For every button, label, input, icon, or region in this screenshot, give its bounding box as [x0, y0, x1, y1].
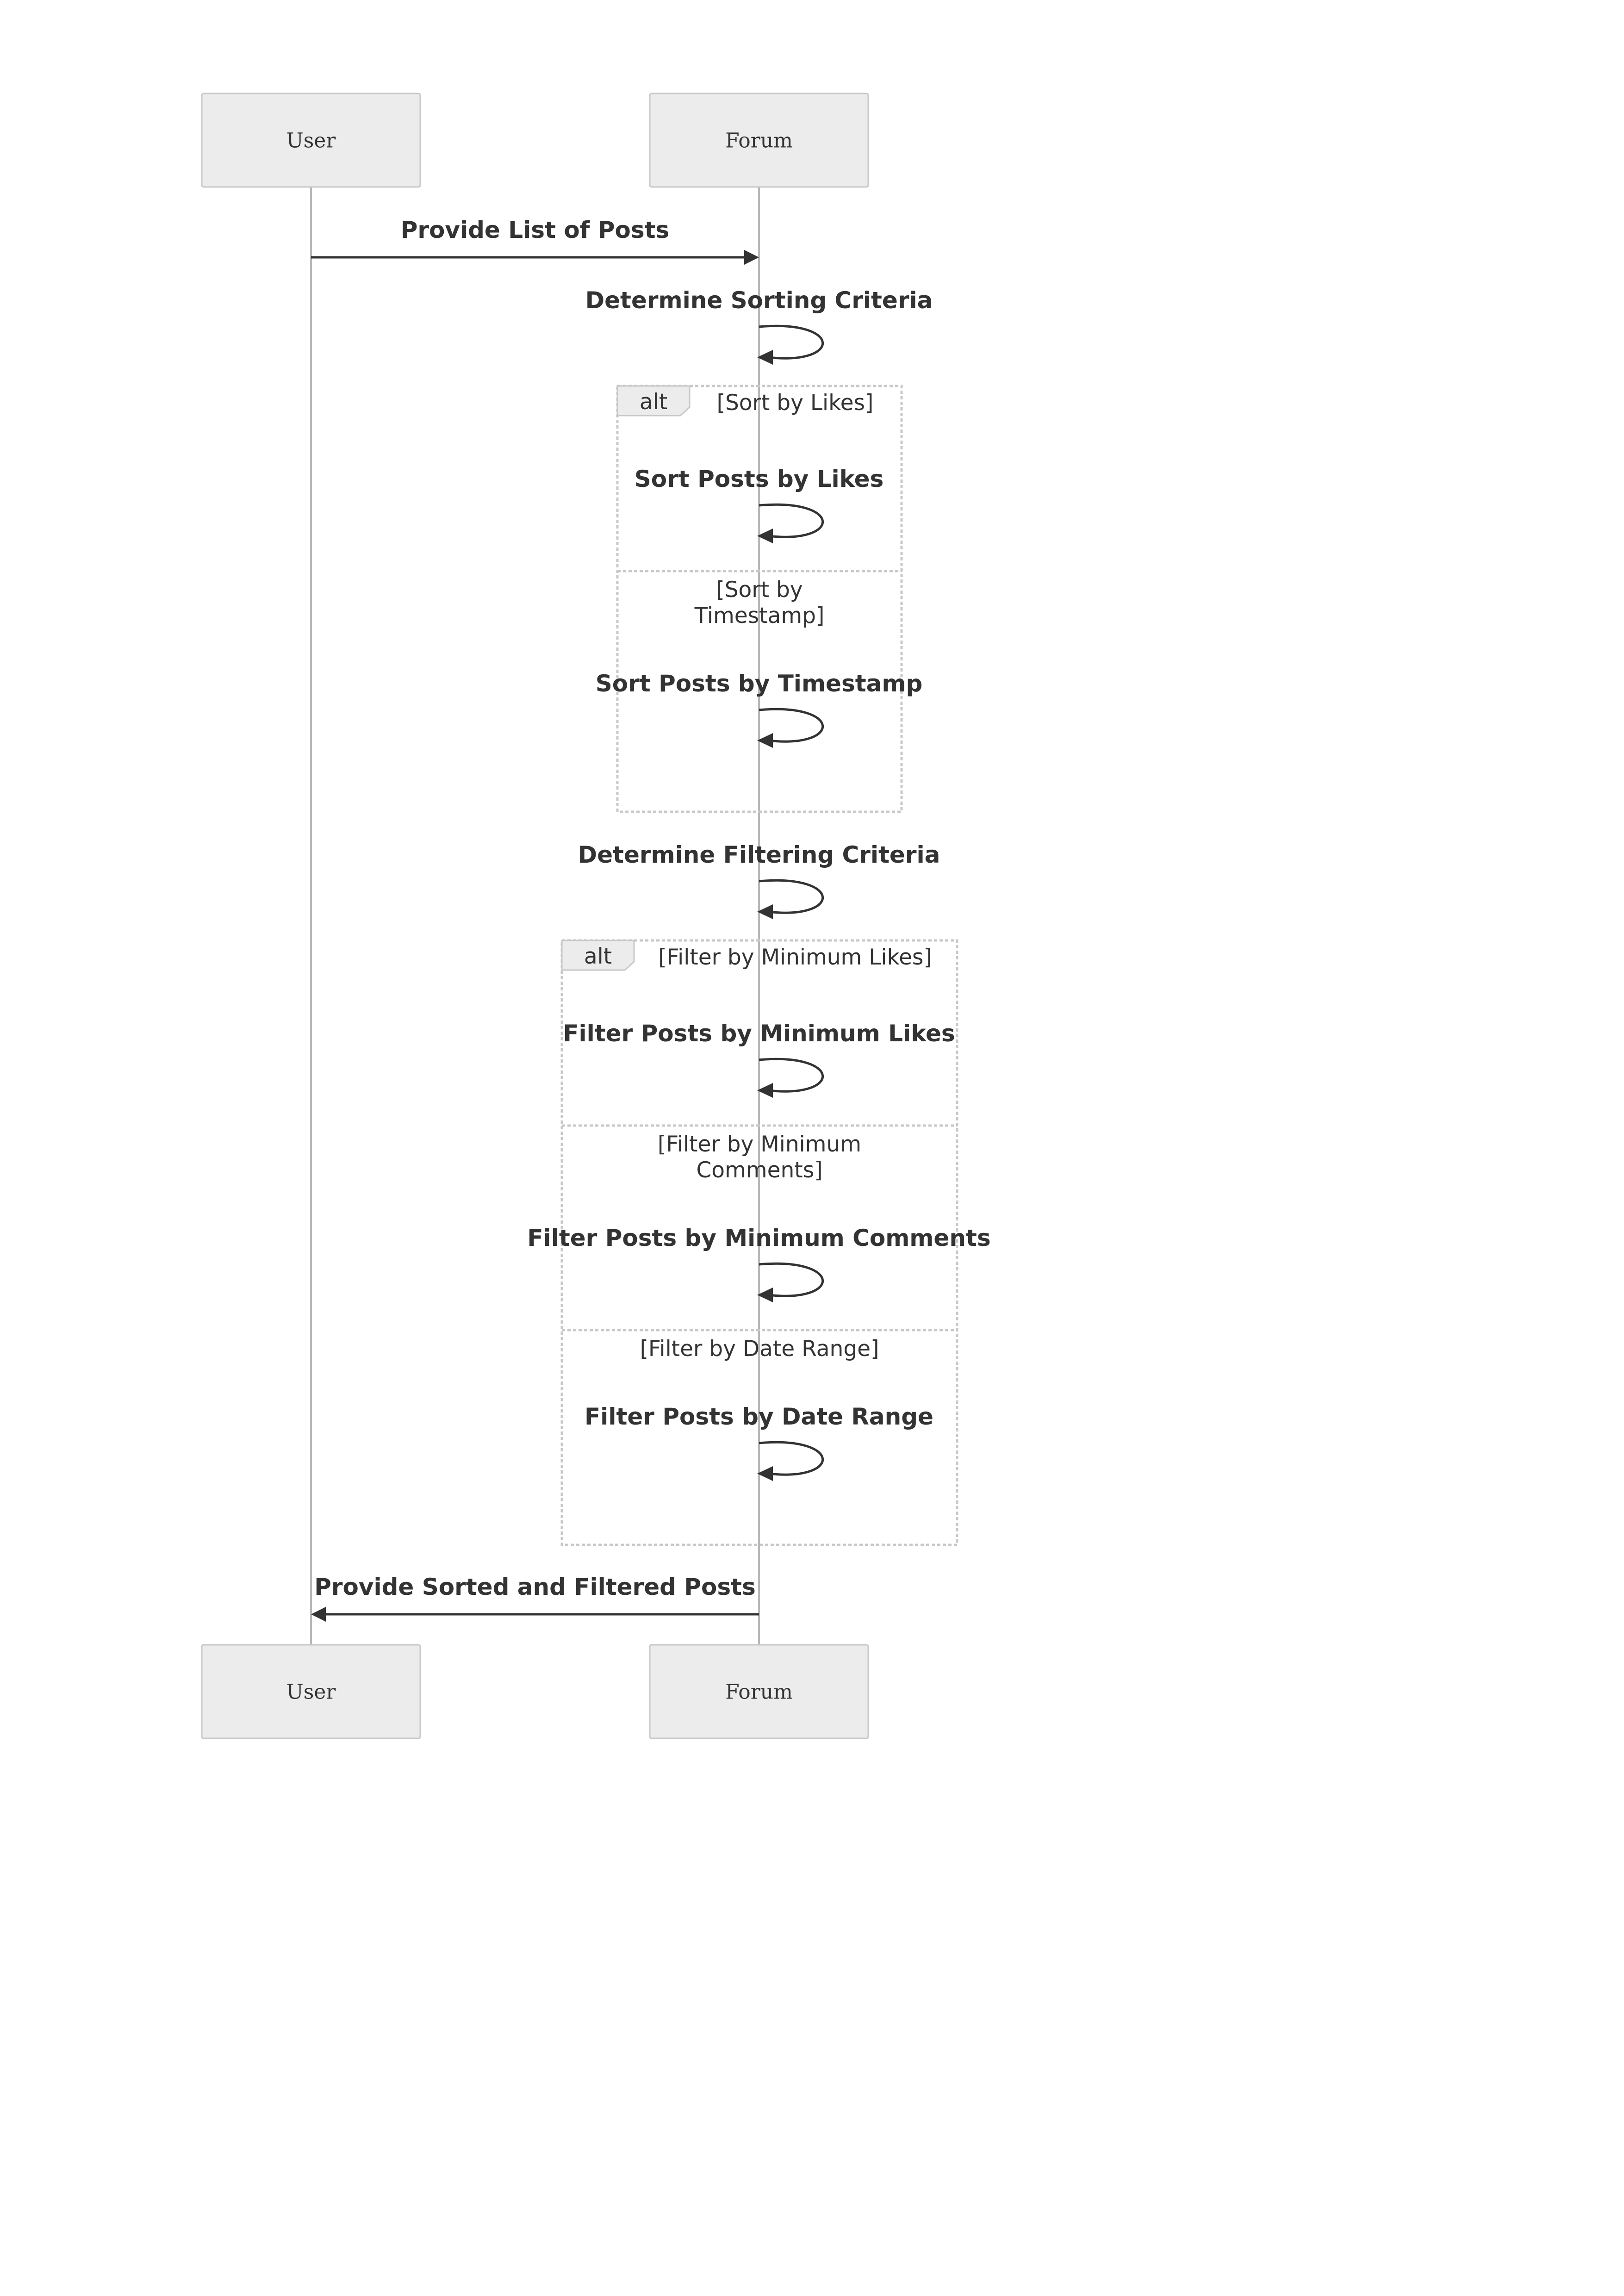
message-label: Determine Sorting Criteria — [585, 287, 933, 314]
message-provide-sorted-and-filtered-posts — [311, 1574, 759, 1622]
guard-sort-by-likes: [Sort by Likes] — [716, 390, 874, 416]
message-label: Filter Posts by Date Range — [585, 1403, 933, 1430]
alt-label-sorting: alt — [639, 389, 668, 415]
actor-label: Forum — [725, 129, 793, 153]
actor-label: User — [286, 129, 336, 153]
message-label: Provide List of Posts — [400, 217, 670, 243]
message-label: Filter Posts by Minimum Comments — [527, 1225, 991, 1251]
message-label: Sort Posts by Likes — [634, 466, 884, 492]
message-label: Filter Posts by Minimum Likes — [563, 1020, 955, 1047]
actor-label: Forum — [725, 1680, 793, 1704]
guard-sort-by-timestamp-line2: Timestamp] — [694, 603, 825, 628]
alt-label-filtering: alt — [584, 944, 612, 969]
actor-label: User — [286, 1680, 336, 1704]
participant-user-top[interactable] — [202, 93, 420, 187]
message-provide-list-of-posts — [311, 217, 759, 265]
guard-filter-minimum-comments-line1: [Filter by Minimum — [657, 1132, 862, 1157]
participant-user-bottom[interactable] — [202, 1645, 420, 1738]
guard-sort-by-timestamp-line1: [Sort by — [716, 577, 803, 603]
guard-filter-date-range: [Filter by Date Range] — [640, 1336, 879, 1362]
guard-filter-minimum-likes: [Filter by Minimum Likes] — [658, 945, 932, 970]
arrowhead-icon — [744, 250, 759, 265]
message-label: Provide Sorted and Filtered Posts — [314, 1574, 756, 1600]
guard-filter-minimum-comments-line2: Comments] — [696, 1157, 823, 1183]
participant-forum-bottom[interactable] — [650, 1645, 868, 1738]
arrowhead-icon — [311, 1607, 326, 1622]
message-label: Determine Filtering Criteria — [578, 841, 940, 868]
participant-forum-top[interactable] — [650, 93, 868, 187]
message-label: Sort Posts by Timestamp — [595, 670, 923, 697]
